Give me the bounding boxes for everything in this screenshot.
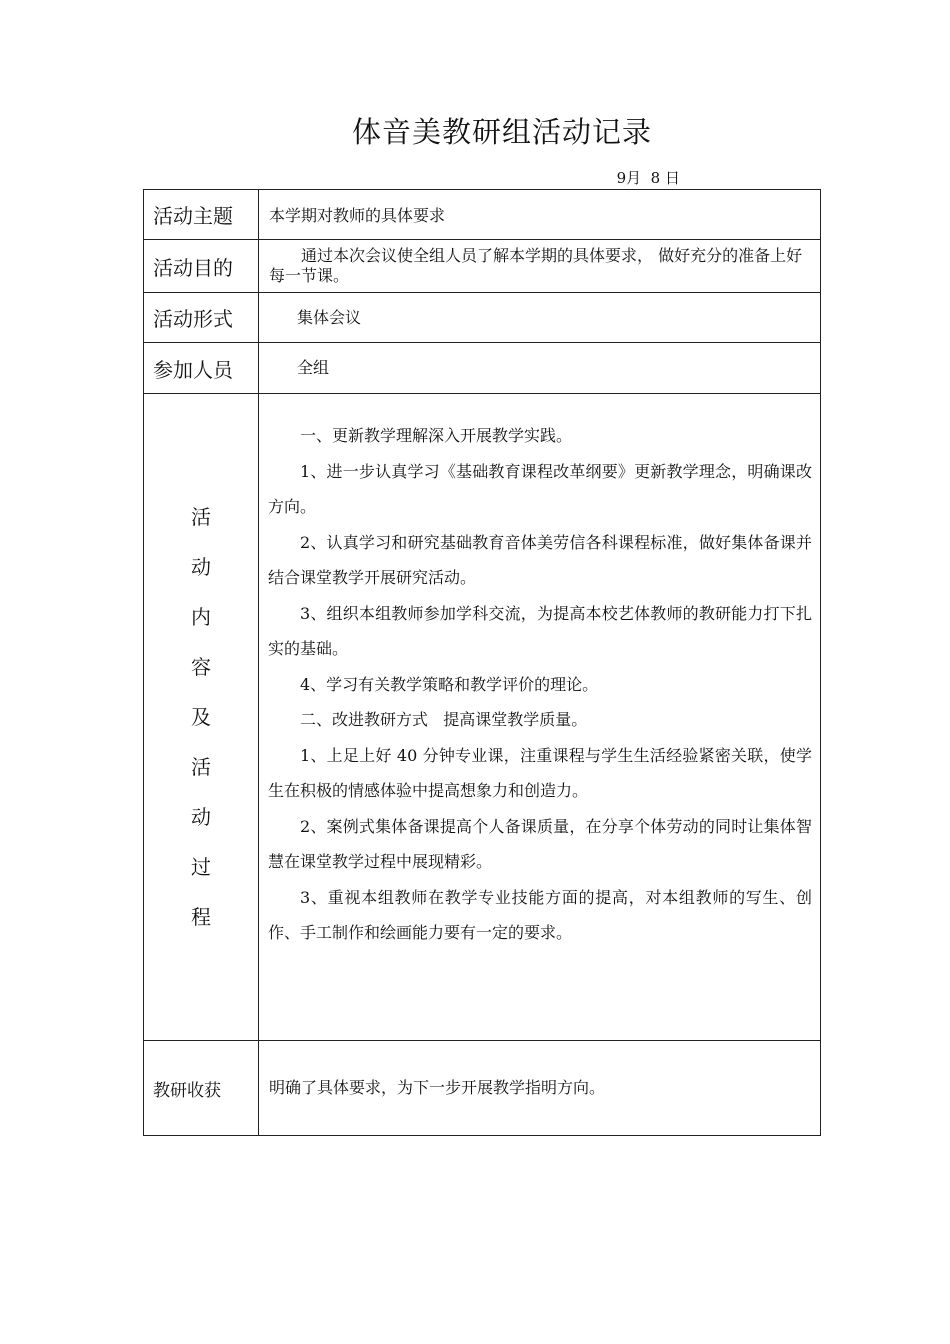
- gain-value: 明确了具体要求，为下一步开展教学指明方向。: [259, 1041, 821, 1136]
- process-label-char: 过: [191, 855, 211, 879]
- process-paragraph: 1、进一步认真学习《基础教育课程改革纲要》更新教学理念，明确课改方向。: [268, 461, 812, 516]
- purpose-value: 通过本次会议使全组人员了解本学期的具体要求， 做好充分的准备上好每一节课。: [259, 240, 821, 293]
- theme-value: 本学期对教师的具体要求: [259, 190, 821, 240]
- process-paragraph: 3、组织本组教师参加学科交流，为提高本校艺体教师的教研能力打下扎实的基础。: [268, 603, 812, 658]
- process-paragraph: 3、重视本组教师在教学专业技能方面的提高，对本组教师的写生、创作、手工制作和绘画能力要有一定的要求。: [268, 887, 812, 942]
- process-paragraph: 2、案例式集体备课提高个人备课质量，在分享个体劳动的同时让集体智慧在课堂教学过程中展现精彩。: [268, 816, 812, 871]
- record-date: 9月 8 日: [616, 169, 680, 187]
- people-label: 参加人员: [144, 343, 259, 394]
- process-content: [259, 394, 821, 1041]
- table-row-form: [144, 293, 821, 343]
- table-row-process: [144, 394, 821, 1041]
- form-value: 集体会议: [259, 293, 821, 343]
- process-label-char: 动: [191, 555, 211, 579]
- document-title: 体音美教研组活动记录: [351, 115, 652, 149]
- form-label: 活动形式: [144, 293, 259, 343]
- process-label-char: 活: [191, 755, 211, 779]
- gain-label: 教研收获: [144, 1041, 259, 1136]
- table-row-theme: [144, 190, 821, 240]
- table-row-people: [144, 343, 821, 394]
- process-paragraph: 2、认真学习和研究基础教育音体美劳信各科课程标准，做好集体备课并结合课堂教学开展研究活动。: [268, 532, 812, 587]
- table-row-purpose: [144, 240, 821, 293]
- purpose-label: 活动目的: [144, 240, 259, 293]
- activity-record-table: [143, 189, 821, 1136]
- table-row-gain: [144, 1041, 821, 1136]
- process-paragraph: 1、上足上好 40 分钟专业课，注重课程与学生生活经验紧密关联，使学生在积极的情感体验中提高想象力和创造力。: [268, 745, 812, 800]
- theme-label: 活动主题: [144, 190, 259, 240]
- process-label-char: 容: [191, 655, 211, 679]
- people-value: 全组: [259, 343, 821, 394]
- process-paragraph: 二、改进教研方式 提高课堂教学质量。: [300, 710, 588, 729]
- process-paragraph: 一、更新教学理解深入开展教学实践。: [300, 426, 573, 445]
- process-label-char: 程: [191, 905, 211, 929]
- process-label-char: 内: [191, 605, 211, 629]
- process-label-char: 动: [191, 805, 211, 829]
- process-label-char: 及: [191, 705, 211, 729]
- process-label-char: 活: [191, 505, 211, 529]
- process-paragraph: 4、学习有关教学策略和教学评价的理论。: [300, 674, 599, 694]
- process-label: [144, 394, 259, 1041]
